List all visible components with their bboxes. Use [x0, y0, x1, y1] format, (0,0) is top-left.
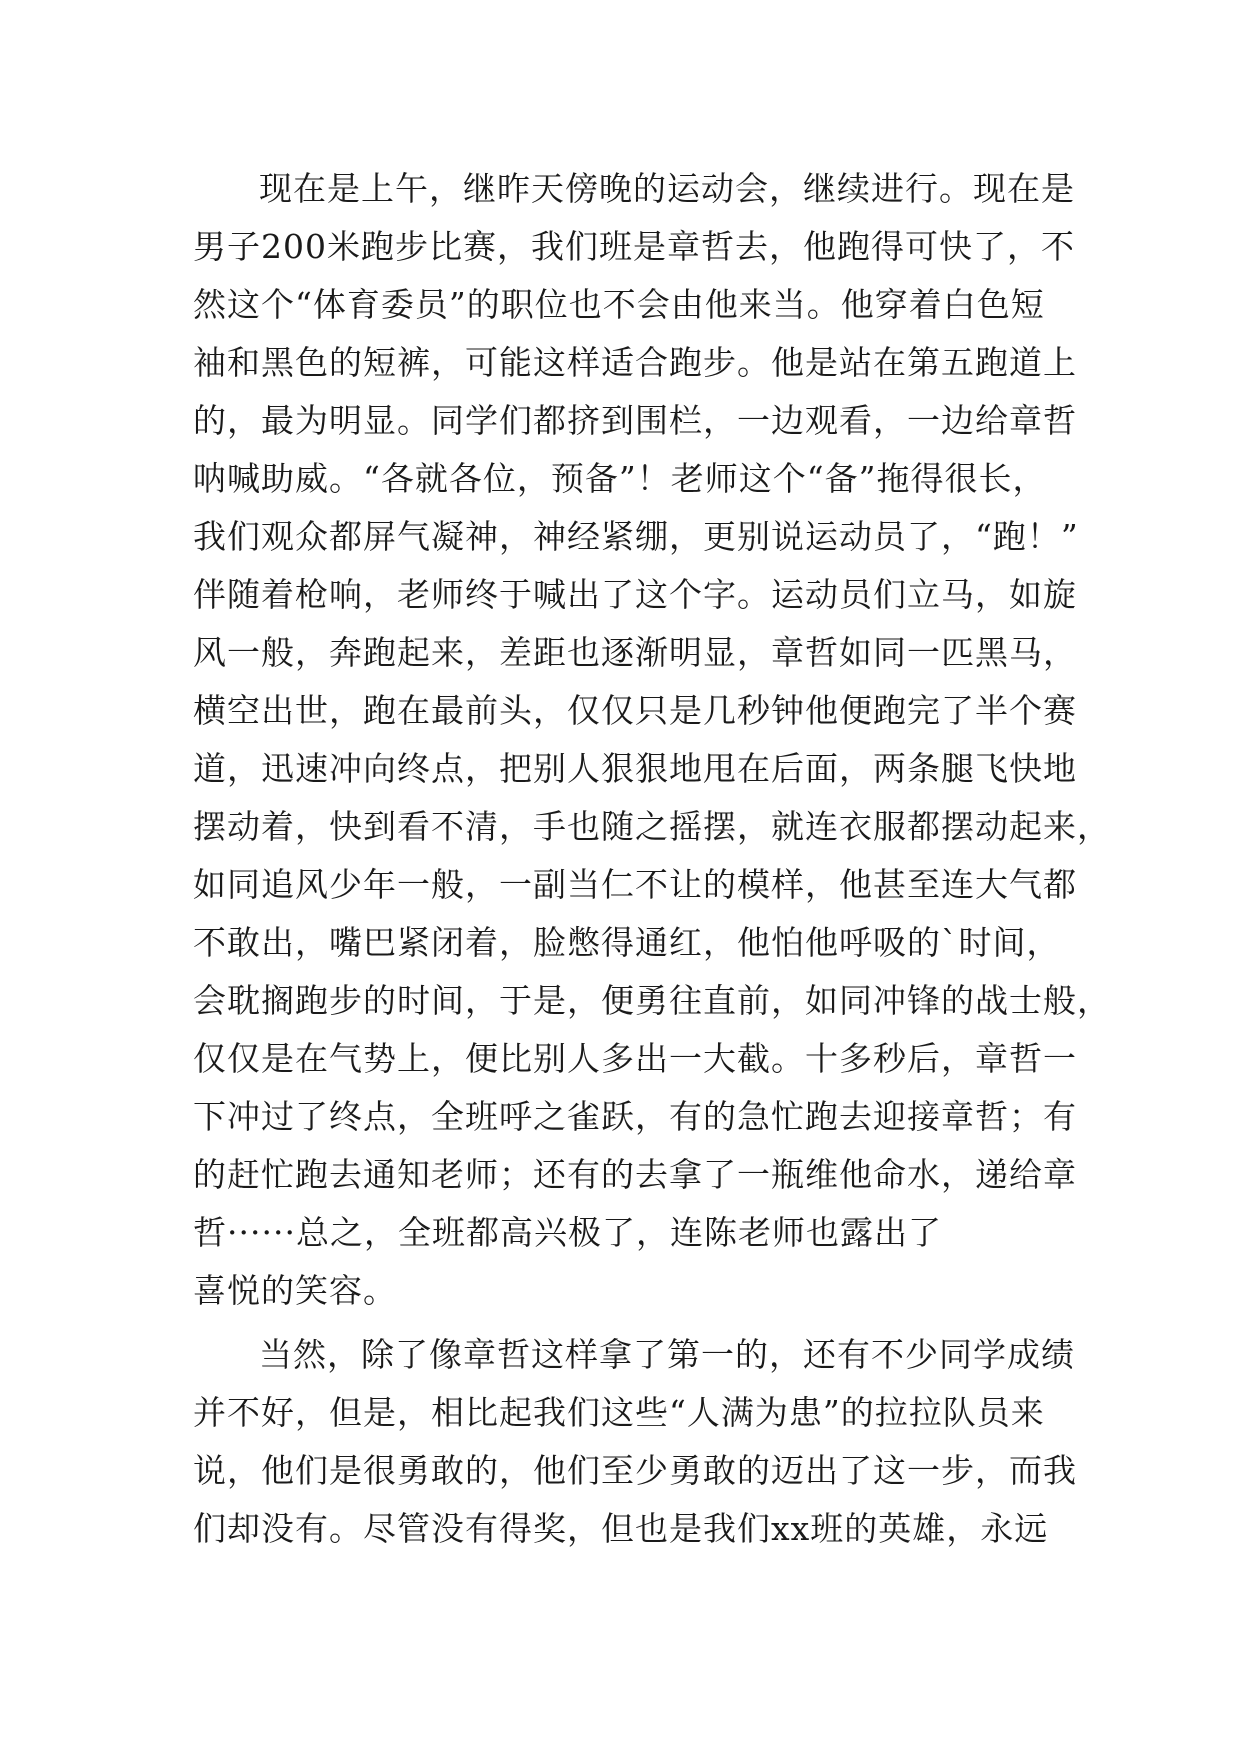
text-line: 男子200米跑步比赛，我们班是章哲去，他跑得可快了，不	[193, 227, 1075, 266]
text-line: 现在是上午，继昨天傍晚的运动会，继续进行。现在是	[259, 169, 1075, 208]
text-line: 不敢出，嘴巴紧闭着，脸憋得通红，他怕他呼吸的`时间，	[193, 923, 1061, 962]
text-line: 们却没有。尽管没有得奖，但也是我们xx班的英雄，永远	[193, 1509, 1049, 1548]
document-body	[193, 160, 1111, 1558]
paragraph-1	[193, 160, 1111, 1320]
text-line: 摆动着，快到看不清，手也随之摇摆，就连衣服都摆动起来，	[193, 807, 1111, 846]
text-line: 说，他们是很勇敢的，他们至少勇敢的迈出了这一步，而我	[193, 1451, 1077, 1490]
text-line: 哲······总之，全班都高兴极了，连陈老师也露出了	[193, 1213, 942, 1252]
text-line: 我们观众都屏气凝神，神经紧绷，更别说运动员了，“跑！”	[193, 517, 1079, 556]
text-line: 下冲过了终点，全班呼之雀跃，有的急忙跑去迎接章哲；有	[193, 1097, 1077, 1136]
text-line: 道，迅速冲向终点，把别人狠狠地甩在后面，两条腿飞快地	[193, 749, 1077, 788]
text-line: 呐喊助威。“各就各位，预备”！老师这个“备”拖得很长，	[193, 459, 1047, 498]
paragraph-2	[193, 1326, 1077, 1558]
text-line: 的，最为明显。同学们都挤到围栏，一边观看，一边给章哲	[193, 401, 1077, 440]
text-line: 会耽搁跑步的时间，于是，便勇往直前，如同冲锋的战士般，	[193, 981, 1111, 1020]
text-line: 如同追风少年一般，一副当仁不让的模样，他甚至连大气都	[193, 865, 1077, 904]
text-line: 伴随着枪响，老师终于喊出了这个字。运动员们立马，如旋	[193, 575, 1077, 614]
text-line: 当然，除了像章哲这样拿了第一的，还有不少同学成绩	[259, 1335, 1075, 1374]
text-line: 喜悦的笑容。	[193, 1271, 397, 1310]
text-line: 并不好，但是，相比起我们这些“人满为患”的拉拉队员来	[193, 1393, 1045, 1432]
text-line: 袖和黑色的短裤，可能这样适合跑步。他是站在第五跑道上	[193, 343, 1077, 382]
text-line: 然这个“体育委员”的职位也不会由他来当。他穿着白色短	[193, 285, 1045, 324]
text-line: 横空出世，跑在最前头，仅仅只是几秒钟他便跑完了半个赛	[193, 691, 1077, 730]
text-line: 风一般，奔跑起来，差距也逐渐明显，章哲如同一匹黑马，	[193, 633, 1077, 672]
text-line: 仅仅是在气势上，便比别人多出一大截。十多秒后，章哲一	[193, 1039, 1077, 1078]
text-line: 的赶忙跑去通知老师；还有的去拿了一瓶维他命水，递给章	[193, 1155, 1077, 1194]
